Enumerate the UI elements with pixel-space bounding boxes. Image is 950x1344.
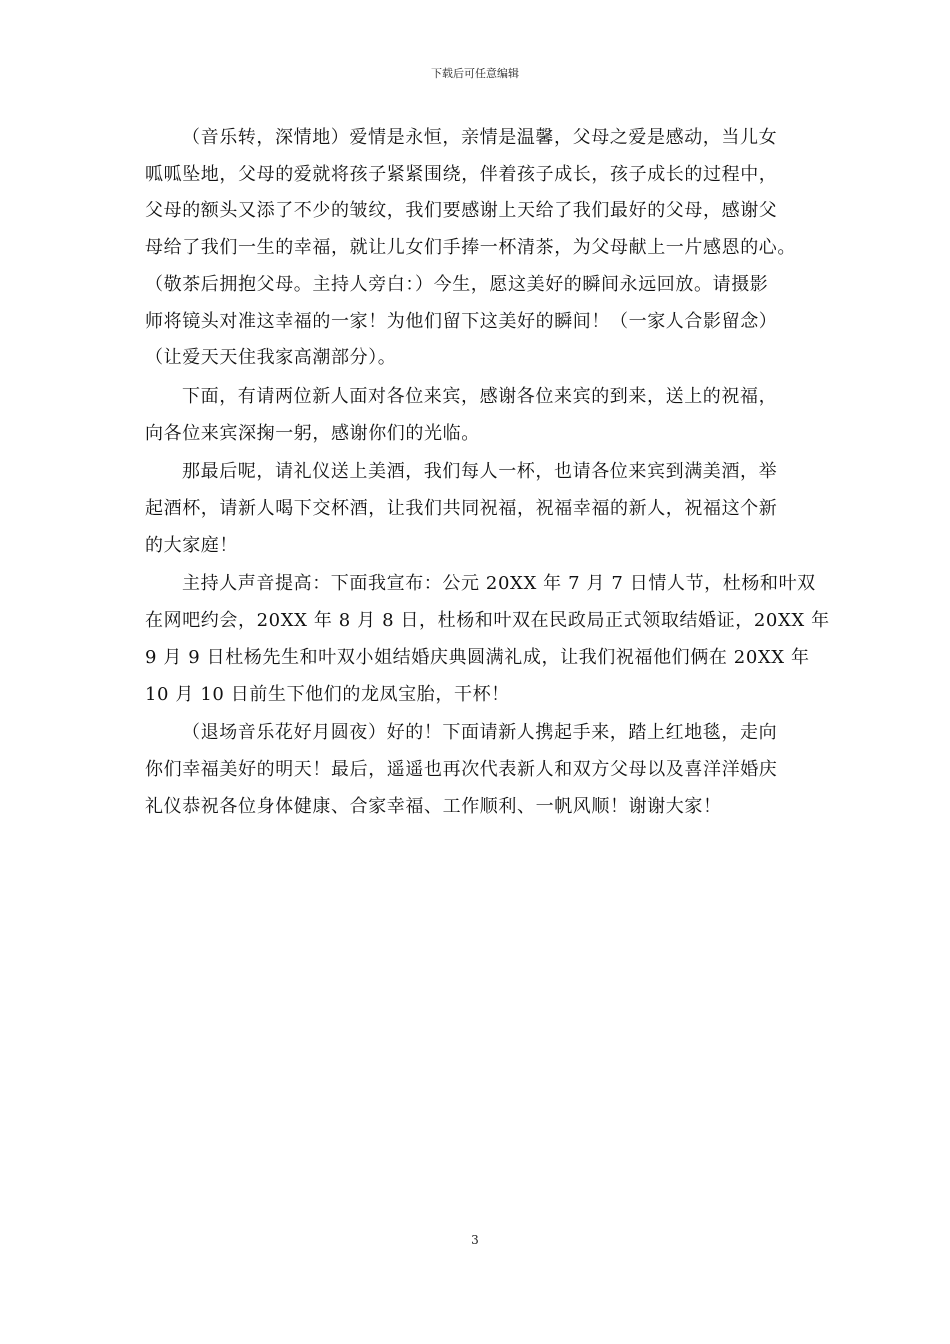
page-header-note: 下载后可任意编辑 <box>431 67 519 80</box>
text-line: 父母的额头又添了不少的皱纹，我们要感谢上天给了我们最好的父母，感谢父 <box>145 200 778 222</box>
text-line: 那最后呢，请礼仪送上美酒，我们每人一杯，也请各位来宾到满美酒，举 <box>182 461 778 483</box>
text-line: （音乐转，深情地）爱情是永恒，亲情是温馨，父母之爱是感动，当儿女 <box>182 127 778 148</box>
text-line: 起酒杯，请新人喝下交杯酒，让我们共同祝福，祝福幸福的新人，祝福这个新 <box>145 498 778 520</box>
text-line: （敬茶后拥抱父母。主持人旁白：）今生，愿这美好的瞬间永远回放。请摄影 <box>145 273 769 295</box>
text-line: 9 月 9 日杜杨先生和叶双小姐结婚庆典圆满礼成，让我们祝福他们俩在 20XX 年 <box>145 646 810 668</box>
text-line: 呱呱坠地，父母的爱就将孩子紧紧围绕，伴着孩子成长，孩子成长的过程中， <box>145 163 778 185</box>
text-line: 的大家庭！ <box>145 534 238 556</box>
text-line: 你们幸福美好的明天！最后，遥遥也再次代表新人和双方父母以及喜洋洋婚庆 <box>145 758 778 780</box>
text-line: 10 月 10 日前生下他们的龙凤宝胎，干杯！ <box>145 683 510 705</box>
paragraph-parent-tea-ceremony <box>145 120 810 377</box>
paragraph-thank-guests <box>145 379 810 452</box>
paragraph-closing <box>145 715 810 825</box>
text-line: 在网吧约会，20XX 年 8 月 8 日，杜杨和叶双在民政局正式领取结婚证，20XX 年 <box>145 610 830 632</box>
page-number: 3 <box>471 1233 479 1247</box>
text-line: 礼仪恭祝各位身体健康、合家幸福、工作顺利、一帆风顺！谢谢大家！ <box>145 795 722 817</box>
text-line: （退场音乐花好月圆夜）好的！下面请新人携起手来，踏上红地毯，走向 <box>182 722 778 744</box>
text-line: 主持人声音提高：下面我宣布：公元 20XX 年 7 月 7 日情人节，杜杨和叶双 <box>182 573 816 595</box>
text-line: 向各位来宾深掬一躬，感谢你们的光临。 <box>145 422 480 444</box>
text-line: 下面，有请两位新人面对各位来宾，感谢各位来宾的到来，送上的祝福， <box>182 385 778 407</box>
paragraph-toast <box>145 454 810 564</box>
document-body <box>145 120 830 827</box>
paragraph-announcement <box>145 566 830 713</box>
text-line: 师将镜头对准这幸福的一家！为他们留下这美好的瞬间！（一家人合影留念） <box>145 310 778 332</box>
text-line: 母给了我们一生的幸福，就让儿女们手捧一杯清茶，为父母献上一片感恩的心。 <box>145 237 796 259</box>
text-line: （让爱天天住我家高潮部分）。 <box>145 347 397 369</box>
